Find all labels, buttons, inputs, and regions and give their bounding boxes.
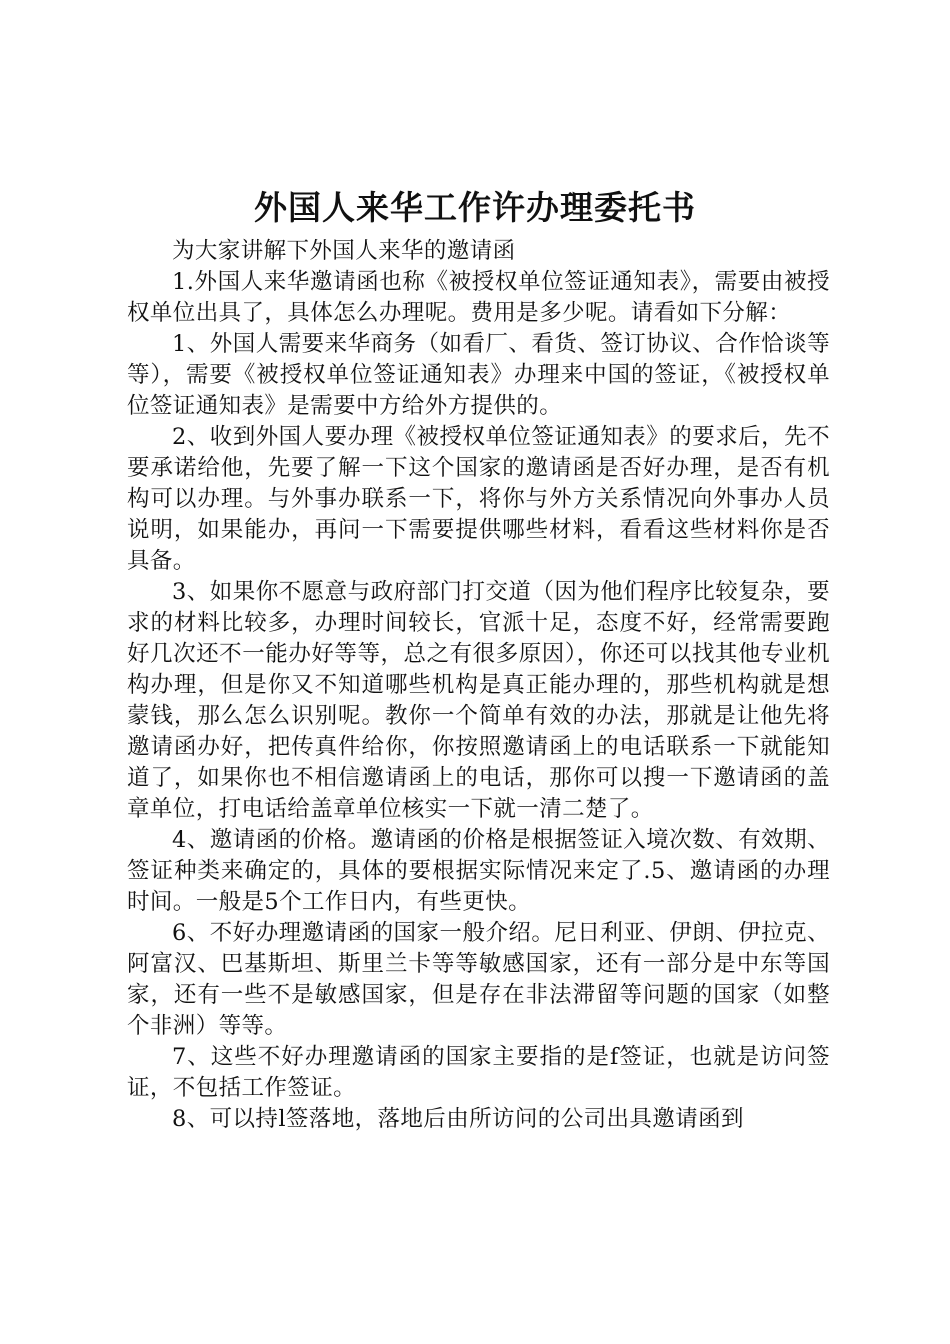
intro-line: 为大家讲解下外国人来华的邀请函 xyxy=(172,238,516,264)
paragraph: 3、如果你不愿意与政府部门打交道（因为他们程序比较复杂，要求的材料比较多，办理时间较长，官派十足，态度不好，经常需要跑好几次还不一能办好等等，总之有很多原因），你还可以找其他专业机构办理，但是你又不知道哪些机构是真正能办理的，那些机构就是想蒙钱，那么怎么识别呢。教你一个简单有效的办法，那就是让他先将邀请函办好，把传真件给你，你按照邀请函上的电话联系一下就能知道了，如果你也不相信邀请函上的电话，那你可以搜一下邀请函的盖章单位，打电话给盖章单位核实一下就一清二楚了。 xyxy=(127,579,830,822)
document-title: 外国人来华工作许办理委托书 xyxy=(254,188,696,227)
paragraph: 1、外国人需要来华商务（如看厂、看货、签订协议、合作恰谈等等），需要《被授权单位签证通知表》办理来中国的签证，《被授权单位签证通知表》是需要中方给外方提供的。 xyxy=(127,331,830,419)
paragraph: 1.外国人来华邀请函也称《被授权单位签证通知表》，需要由被授权单位出具了，具体怎么办理呢。费用是多少呢。请看如下分解： xyxy=(127,269,830,326)
paragraph: 2、收到外国人要办理《被授权单位签证通知表》的要求后，先不要承诺给他，先要了解一下这个国家的邀请函是否好办理，是否有机构可以办理。与外事办联系一下，将你与外方关系情况向外事办人员说明，如果能办，再问一下需要提供哪些材料，看看这些材料你是否具备。 xyxy=(127,424,830,574)
paragraph: 6、不好办理邀请函的国家一般介绍。尼日利亚、伊朗、伊拉克、阿富汉、巴基斯坦、斯里兰卡等等敏感国家，还有一部分是中东等国家，还有一些不是敏感国家，但是存在非法滞留等问题的国家（如整个非洲）等等。 xyxy=(127,920,830,1039)
document-body xyxy=(127,236,830,1135)
paragraph: 4、邀请函的价格。邀请函的价格是根据签证入境次数、有效期、签证种类来确定的，具体的要根据实际情况来定了.5、邀请函的办理时间。一般是5个工作日内，有些更快。 xyxy=(127,827,830,915)
paragraph: 8、可以持l签落地，落地后由所访问的公司出具邀请函到 xyxy=(172,1106,744,1132)
paragraph: 7、这些不好办理邀请函的国家主要指的是f签证，也就是访问签证，不包括工作签证。 xyxy=(127,1044,830,1101)
